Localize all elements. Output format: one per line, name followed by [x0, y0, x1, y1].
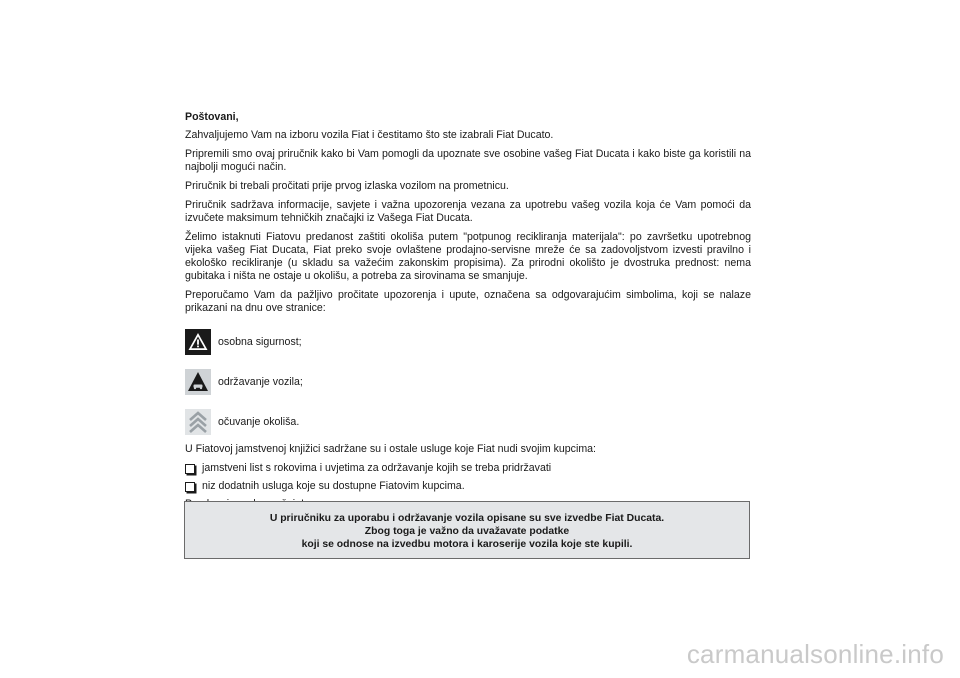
- paragraph-read-before: Priručnik bi trebali pročitati prije prvog izlaska vozilom na prometnicu.: [185, 180, 509, 192]
- checkbox-bullet-icon: [185, 482, 195, 492]
- paragraph-thanks: Zahvaljujemo Vam na izboru vozila Fiat i čestitamo što ste izabrali Fiat Ducato.: [185, 129, 554, 141]
- warning-triangle-icon: [185, 329, 211, 355]
- checkbox-bullet-icon: [185, 464, 195, 474]
- notice-line-1: U priručniku za uporabu i održavanje vozila opisane su sve izvedbe Fiat Ducata.: [269, 513, 665, 524]
- symbol-row-safety: [185, 327, 751, 357]
- symbol-label-environment: očuvanje okoliša.: [218, 415, 300, 428]
- notice-line-2: Zbog toga je važno da uvažavate podatke: [364, 526, 570, 537]
- paragraph-contents: Priručnik sadržava informacije, savjete i važna upozorenja vezana za upotrebu vašeg vozila koja će Vam pomoći da izvučete maksimum tehničkih značajki iz Vašega Fiat Ducata.: [185, 199, 751, 224]
- notice-box: [184, 501, 750, 559]
- symbol-row-maintenance: [185, 367, 751, 397]
- paragraph-recycling: Želimo istaknuti Fiatovu predanost zaštiti okoliša putem "potpunog recikliranja materijala": po završetku upotrebnog vijeka vašeg Fiat Ducata, Fiat preko svoje ovlaštene prodajno-servisne mreže će sa zadovoljstvom izvesti pravilno i ekološko recikliranje (u skladu sa važećim zakonskim propisima). Za prirodni okolišto je dvostruka prednost: nema gubitaka i ništa ne ostaje u okolišu, a potreba za sirovinama se smanjuje.: [185, 231, 751, 282]
- notice-line-3: koji se odnose na izvedbu motora i karoserije vozila koje ste kupili.: [301, 539, 633, 550]
- bullet-text: niz dodatnih usluga koje su dostupne Fiatovim kupcima.: [202, 480, 465, 492]
- paragraph-symbols-intro: Preporučamo Vam da pažljivo pročitate upozorenja i upute, označena sa odgovarajućim simbolima, koji se nalaze prikazani na dnu ove stranice:: [185, 289, 751, 314]
- bullet-text: jamstveni list s rokovima i uvjetima za održavanje kojih se treba pridržavati: [202, 462, 552, 474]
- symbol-label-safety: osobna sigurnost;: [218, 335, 302, 348]
- greeting: Poštovani,: [185, 111, 239, 123]
- letter-body: [185, 111, 751, 517]
- list-item: [185, 480, 751, 493]
- vehicle-maintenance-icon: [185, 369, 211, 395]
- warranty-intro: U Fiatovoj jamstvenoj knjižici sadržane su i ostale usluge koje Fiat nudi svojim kupcima:: [185, 443, 596, 455]
- symbol-label-maintenance: održavanje vozila;: [218, 375, 303, 388]
- environment-chevrons-icon: [185, 409, 211, 435]
- paragraph-purpose: Pripremili smo ovaj priručnik kako bi Vam pomogli da upoznate sve osobine vašeg Fiat Ducata i kako biste ga koristili na najbolji mogući način.: [185, 148, 751, 173]
- watermark: carmanualsonline.info: [686, 639, 944, 669]
- symbol-row-environment: [185, 407, 751, 437]
- list-item: [185, 462, 751, 475]
